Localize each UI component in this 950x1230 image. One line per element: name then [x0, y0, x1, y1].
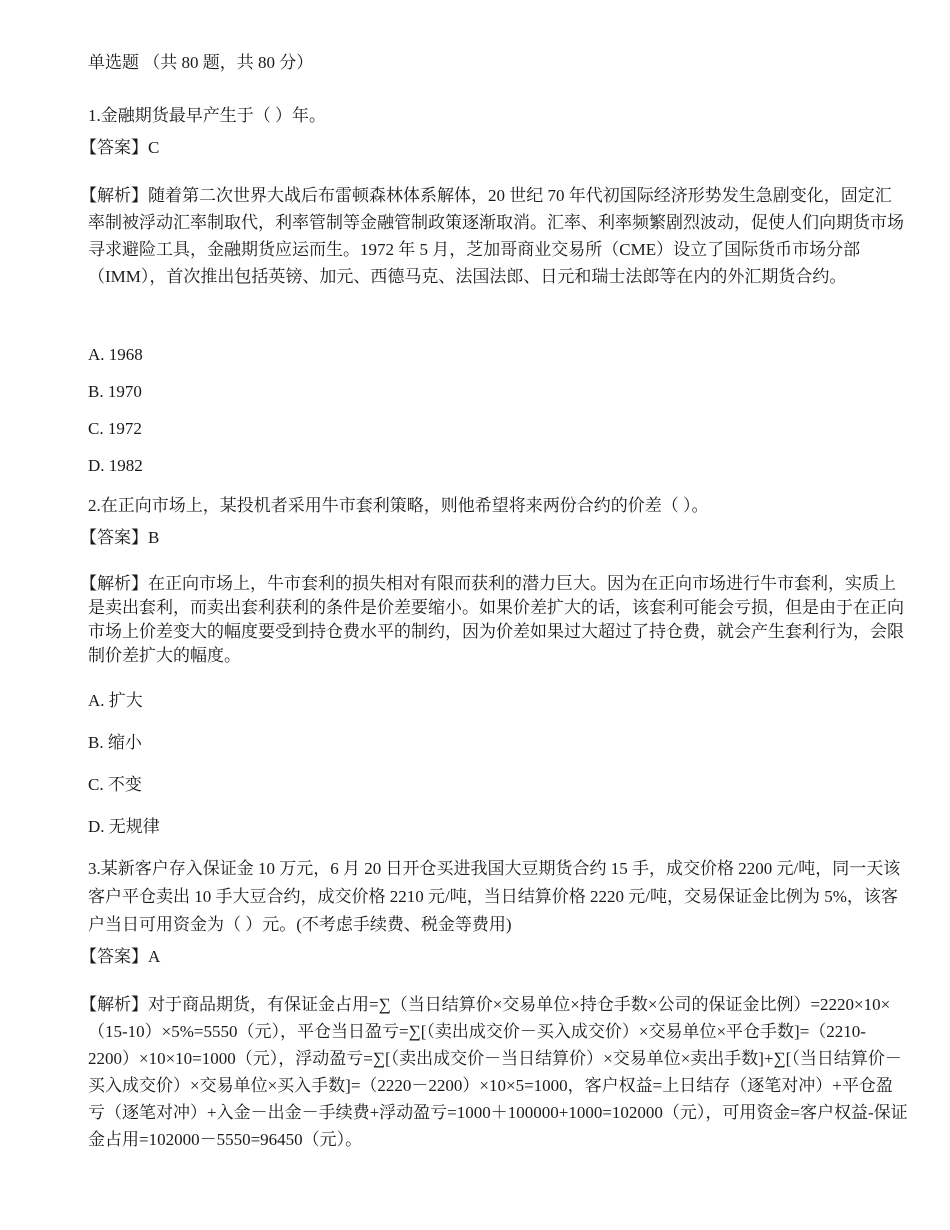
option-b: B. 缩小 [88, 733, 142, 752]
question-1 [80, 102, 908, 290]
question-stem: 2.在正向市场上，某投机者采用牛市套利策略，则他希望将来两份合约的价差（ ）。 [88, 496, 709, 515]
option-d: D. 1982 [88, 456, 143, 475]
explanation-tag: 【解析】 [80, 574, 148, 593]
question-stem: 1.金融期货最早产生于（ ）年。 [88, 106, 326, 125]
option-c: C. 不变 [88, 775, 142, 794]
option-c: C. 1972 [88, 419, 142, 438]
question-2 [80, 492, 908, 668]
explanation-tag: 【解析】 [80, 995, 148, 1014]
section-title: 单选题 （共 80 题，共 80 分） [88, 53, 314, 72]
explanation [80, 182, 908, 290]
option-a: A. 扩大 [88, 691, 143, 710]
explanation-text: 在正向市场上，牛市套利的损失相对有限而获利的潜力巨大。因为在正向市场进行牛市套利，实质上是卖出套利，而卖出套利获利的条件是价差要缩小。如果价差扩大的话，该套利可能会亏损，但是由于在正向市场上价差变大的幅度要受到持仓费水平的制约，因为价差如果过大超过了持仓费，就会产生套利行为，会限制价差扩大的幅度。 [88, 574, 904, 665]
option-a: A. 1968 [88, 345, 143, 364]
option-b: B. 1970 [88, 382, 142, 401]
explanation [80, 572, 908, 668]
explanation [80, 991, 908, 1153]
question-stem: 3.某新客户存入保证金 10 万元，6 月 20 日开仓买进我国大豆期货合约 15 手，成交价格 2200 元/吨，同一天该客户平仓卖出 10 手大豆合约，成交价格 2210 元/吨，当日结算价格 2220 元/吨，交易保证金比例为 5%，该客户当日可用资金为（ ）元。(不考虑手续费、税金等费用) [88, 859, 901, 934]
answer-label: 【答案】A [80, 947, 161, 966]
answer-label: 【答案】C [80, 138, 160, 157]
explanation-tag: 【解析】 [80, 186, 148, 205]
answer-label: 【答案】B [80, 528, 160, 547]
question-3 [80, 855, 908, 1153]
explanation-text: 对于商品期货，有保证金占用=∑（当日结算价×交易单位×持仓手数×公司的保证金比例）=2220×10×（15-10）×5%=5550（元），平仓当日盈亏=∑[（卖出成交价－买入成交价）×交易单位×平仓手数]=（2210-2200）×10×10=1000（元），浮动盈亏=∑[（卖出成交价－当日结算价）×交易单位×卖出手数]+∑[（当日结算价－买入成交价）×交易单位×买入手数]=（2220－2200）×10×5=1000，客户权益=上日结存（逐笔对冲）+平仓盈亏（逐笔对冲）+入金－出金－手续费+浮动盈亏=1000＋100000+1000=102000（元），可用资金=客户权益-保证金占用=102000－5550=96450（元）。 [88, 995, 908, 1149]
option-d: D. 无规律 [88, 817, 160, 836]
explanation-text: 随着第二次世界大战后布雷顿森林体系解体，20 世纪 70 年代初国际经济形势发生急剧变化，固定汇率制被浮动汇率制取代，利率管制等金融管制政策逐渐取消。汇率、利率频繁剧烈波动，促使人们向期货市场寻求避险工具，金融期货应运而生。1972 年 5 月，芝加哥商业交易所（CME）设立了国际货币市场分部（IMM），首次推出包括英镑、加元、西德马克、法国法郎、日元和瑞士法郎等在内的外汇期货合约。 [88, 186, 904, 286]
